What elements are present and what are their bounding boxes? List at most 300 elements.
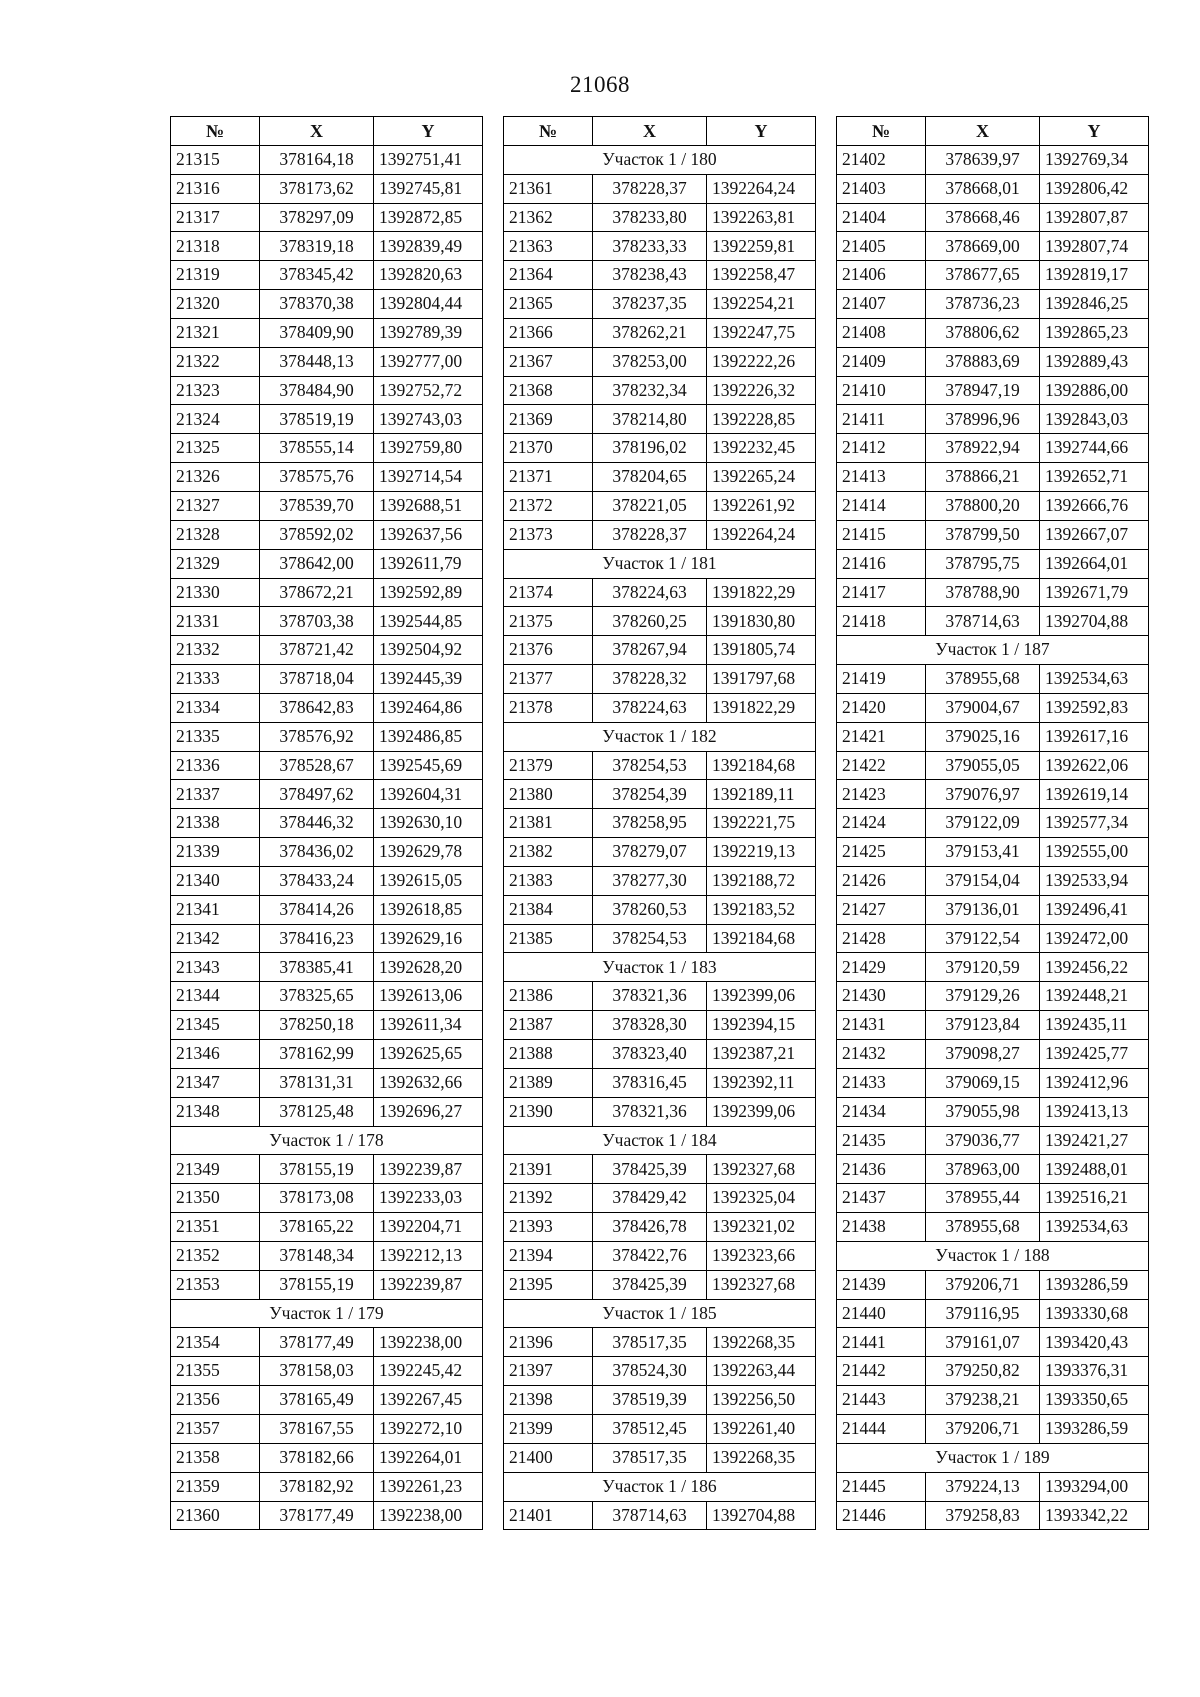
x-coordinate-cell: 378196,02	[593, 434, 707, 463]
table-row	[837, 549, 1149, 578]
section-title: Участок 1 / 184	[504, 1126, 816, 1155]
x-coordinate-cell: 378297,09	[260, 203, 374, 232]
point-number-cell: 21396	[504, 1328, 593, 1357]
y-coordinate-cell: 1392544,85	[374, 607, 483, 636]
point-number-cell: 21439	[837, 1270, 926, 1299]
table-row	[171, 549, 483, 578]
point-number-cell: 21379	[504, 751, 593, 780]
y-coordinate-cell: 1392846,25	[1040, 290, 1149, 319]
x-coordinate-cell: 378668,46	[926, 203, 1040, 232]
point-number-cell: 21326	[171, 463, 260, 492]
column-header-y: Y	[374, 117, 483, 146]
table-row	[837, 261, 1149, 290]
y-coordinate-cell: 1392239,87	[374, 1270, 483, 1299]
table-row	[171, 1414, 483, 1443]
x-coordinate-cell: 378238,43	[593, 261, 707, 290]
x-coordinate-cell: 379036,77	[926, 1126, 1040, 1155]
point-number-cell: 21345	[171, 1011, 260, 1040]
x-coordinate-cell: 378131,31	[260, 1068, 374, 1097]
point-number-cell: 21346	[171, 1040, 260, 1069]
point-number-cell: 21424	[837, 809, 926, 838]
table-row	[837, 347, 1149, 376]
section-title: Участок 1 / 186	[504, 1472, 816, 1501]
table-row	[171, 174, 483, 203]
table-row	[504, 520, 816, 549]
x-coordinate-cell: 378385,41	[260, 953, 374, 982]
point-number-cell: 21322	[171, 347, 260, 376]
y-coordinate-cell: 1392592,89	[374, 578, 483, 607]
table-row	[837, 693, 1149, 722]
column-header-number: №	[171, 117, 260, 146]
table-row	[171, 1270, 483, 1299]
x-coordinate-cell: 378173,62	[260, 174, 374, 203]
y-coordinate-cell: 1392183,52	[707, 895, 816, 924]
table-row	[504, 751, 816, 780]
y-coordinate-cell: 1392413,13	[1040, 1097, 1149, 1126]
x-coordinate-cell: 379161,07	[926, 1328, 1040, 1357]
x-coordinate-cell: 378446,32	[260, 809, 374, 838]
table-row	[504, 434, 816, 463]
y-coordinate-cell: 1392188,72	[707, 866, 816, 895]
table-row	[504, 780, 816, 809]
x-coordinate-cell: 378436,02	[260, 838, 374, 867]
point-number-cell: 21354	[171, 1328, 260, 1357]
section-title: Участок 1 / 189	[837, 1443, 1149, 1472]
y-coordinate-cell: 1392435,11	[1040, 1011, 1149, 1040]
y-coordinate-cell: 1392789,39	[374, 318, 483, 347]
y-coordinate-cell: 1392394,15	[707, 1011, 816, 1040]
y-coordinate-cell: 1392254,21	[707, 290, 816, 319]
x-coordinate-cell: 378736,23	[926, 290, 1040, 319]
table-row	[837, 751, 1149, 780]
x-coordinate-cell: 378277,30	[593, 866, 707, 895]
x-coordinate-cell: 378714,63	[593, 1501, 707, 1530]
table-row	[837, 1328, 1149, 1357]
table-row	[171, 347, 483, 376]
section-row	[504, 1472, 816, 1501]
point-number-cell: 21374	[504, 578, 593, 607]
point-number-cell: 21333	[171, 665, 260, 694]
x-coordinate-cell: 379076,97	[926, 780, 1040, 809]
y-coordinate-cell: 1393286,59	[1040, 1414, 1149, 1443]
point-number-cell: 21363	[504, 232, 593, 261]
column-header-x: X	[260, 117, 374, 146]
point-number-cell: 21410	[837, 376, 926, 405]
point-number-cell: 21401	[504, 1501, 593, 1530]
section-title: Участок 1 / 179	[171, 1299, 483, 1328]
section-row	[504, 1126, 816, 1155]
y-coordinate-cell: 1392611,34	[374, 1011, 483, 1040]
point-number-cell: 21394	[504, 1241, 593, 1270]
y-coordinate-cell: 1392488,01	[1040, 1155, 1149, 1184]
y-coordinate-cell: 1392664,01	[1040, 549, 1149, 578]
x-coordinate-cell: 378165,22	[260, 1213, 374, 1242]
table-row	[837, 924, 1149, 953]
y-coordinate-cell: 1392261,23	[374, 1472, 483, 1501]
x-coordinate-cell: 379153,41	[926, 838, 1040, 867]
y-coordinate-cell: 1392714,54	[374, 463, 483, 492]
table-row	[504, 174, 816, 203]
table-row	[171, 1472, 483, 1501]
table-row	[171, 693, 483, 722]
y-coordinate-cell: 1392865,23	[1040, 318, 1149, 347]
x-coordinate-cell: 378539,70	[260, 491, 374, 520]
y-coordinate-cell: 1392263,44	[707, 1357, 816, 1386]
point-number-cell: 21443	[837, 1386, 926, 1415]
table-row	[171, 1241, 483, 1270]
section-row	[504, 1299, 816, 1328]
table-row	[837, 491, 1149, 520]
y-coordinate-cell: 1392238,00	[374, 1328, 483, 1357]
x-coordinate-cell: 378922,94	[926, 434, 1040, 463]
x-coordinate-cell: 378425,39	[593, 1155, 707, 1184]
y-coordinate-cell: 1392184,68	[707, 751, 816, 780]
point-number-cell: 21413	[837, 463, 926, 492]
x-coordinate-cell: 378422,76	[593, 1241, 707, 1270]
y-coordinate-cell: 1392212,13	[374, 1241, 483, 1270]
point-number-cell: 21388	[504, 1040, 593, 1069]
y-coordinate-cell: 1392445,39	[374, 665, 483, 694]
y-coordinate-cell: 1392696,27	[374, 1097, 483, 1126]
point-number-cell: 21378	[504, 693, 593, 722]
x-coordinate-cell: 378955,44	[926, 1184, 1040, 1213]
y-coordinate-cell: 1392652,71	[1040, 463, 1149, 492]
x-coordinate-cell: 378221,05	[593, 491, 707, 520]
point-number-cell: 21316	[171, 174, 260, 203]
x-coordinate-cell: 378321,36	[593, 982, 707, 1011]
x-coordinate-cell: 378642,00	[260, 549, 374, 578]
point-number-cell: 21330	[171, 578, 260, 607]
point-number-cell: 21325	[171, 434, 260, 463]
table-row	[504, 607, 816, 636]
table-row	[837, 982, 1149, 1011]
table-body	[504, 145, 816, 1530]
x-coordinate-cell: 379069,15	[926, 1068, 1040, 1097]
table-row	[504, 347, 816, 376]
point-number-cell: 21357	[171, 1414, 260, 1443]
point-number-cell: 21367	[504, 347, 593, 376]
y-coordinate-cell: 1392327,68	[707, 1155, 816, 1184]
y-coordinate-cell: 1393420,43	[1040, 1328, 1149, 1357]
y-coordinate-cell: 1392872,85	[374, 203, 483, 232]
section-row	[504, 145, 816, 174]
table-row	[171, 491, 483, 520]
x-coordinate-cell: 378370,38	[260, 290, 374, 319]
x-coordinate-cell: 378177,49	[260, 1501, 374, 1530]
section-title: Участок 1 / 181	[504, 549, 816, 578]
y-coordinate-cell: 1392421,27	[1040, 1126, 1149, 1155]
point-number-cell: 21331	[171, 607, 260, 636]
point-number-cell: 21418	[837, 607, 926, 636]
y-coordinate-cell: 1392184,68	[707, 924, 816, 953]
table-row	[171, 434, 483, 463]
y-coordinate-cell: 1392820,63	[374, 261, 483, 290]
table-row	[504, 491, 816, 520]
point-number-cell: 21408	[837, 318, 926, 347]
x-coordinate-cell: 379206,71	[926, 1270, 1040, 1299]
table-row	[171, 1386, 483, 1415]
point-number-cell: 21336	[171, 751, 260, 780]
x-coordinate-cell: 378262,21	[593, 318, 707, 347]
table-row	[837, 174, 1149, 203]
table-row	[171, 607, 483, 636]
y-coordinate-cell: 1392613,06	[374, 982, 483, 1011]
x-coordinate-cell: 378224,63	[593, 578, 707, 607]
point-number-cell: 21329	[171, 549, 260, 578]
x-coordinate-cell: 378321,36	[593, 1097, 707, 1126]
point-number-cell: 21377	[504, 665, 593, 694]
point-number-cell: 21426	[837, 866, 926, 895]
y-coordinate-cell: 1392392,11	[707, 1068, 816, 1097]
point-number-cell: 21393	[504, 1213, 593, 1242]
y-coordinate-cell: 1392688,51	[374, 491, 483, 520]
table-row	[171, 1155, 483, 1184]
table-row	[171, 1443, 483, 1472]
y-coordinate-cell: 1392807,87	[1040, 203, 1149, 232]
point-number-cell: 21430	[837, 982, 926, 1011]
x-coordinate-cell: 378955,68	[926, 1213, 1040, 1242]
x-coordinate-cell: 378224,63	[593, 693, 707, 722]
x-coordinate-cell: 378429,42	[593, 1184, 707, 1213]
x-coordinate-cell: 378237,35	[593, 290, 707, 319]
table-row	[504, 1184, 816, 1213]
point-number-cell: 21406	[837, 261, 926, 290]
y-coordinate-cell: 1392261,92	[707, 491, 816, 520]
x-coordinate-cell: 378253,00	[593, 347, 707, 376]
y-coordinate-cell: 1392625,65	[374, 1040, 483, 1069]
point-number-cell: 21318	[171, 232, 260, 261]
point-number-cell: 21356	[171, 1386, 260, 1415]
y-coordinate-cell: 1392272,10	[374, 1414, 483, 1443]
table-row	[171, 578, 483, 607]
table-row	[837, 434, 1149, 463]
table-row	[504, 1328, 816, 1357]
point-number-cell: 21347	[171, 1068, 260, 1097]
x-coordinate-cell: 379238,21	[926, 1386, 1040, 1415]
x-coordinate-cell: 378254,53	[593, 924, 707, 953]
y-coordinate-cell: 1392226,32	[707, 376, 816, 405]
x-coordinate-cell: 378328,30	[593, 1011, 707, 1040]
y-coordinate-cell: 1392259,81	[707, 232, 816, 261]
x-coordinate-cell: 379025,16	[926, 722, 1040, 751]
point-number-cell: 21422	[837, 751, 926, 780]
table-row	[171, 665, 483, 694]
table-row	[171, 1501, 483, 1530]
table-row	[171, 1011, 483, 1040]
column-header-number: №	[504, 117, 593, 146]
x-coordinate-cell: 378996,96	[926, 405, 1040, 434]
x-coordinate-cell: 378426,78	[593, 1213, 707, 1242]
point-number-cell: 21339	[171, 838, 260, 867]
table-row	[837, 1299, 1149, 1328]
x-coordinate-cell: 378258,95	[593, 809, 707, 838]
point-number-cell: 21319	[171, 261, 260, 290]
section-title: Участок 1 / 183	[504, 953, 816, 982]
point-number-cell: 21362	[504, 203, 593, 232]
x-coordinate-cell: 378519,39	[593, 1386, 707, 1415]
table-row	[171, 145, 483, 174]
table-row	[171, 924, 483, 953]
y-coordinate-cell: 1392671,79	[1040, 578, 1149, 607]
point-number-cell: 21372	[504, 491, 593, 520]
point-number-cell: 21423	[837, 780, 926, 809]
y-coordinate-cell: 1392759,80	[374, 434, 483, 463]
x-coordinate-cell: 379116,95	[926, 1299, 1040, 1328]
y-coordinate-cell: 1392496,41	[1040, 895, 1149, 924]
x-coordinate-cell: 379055,05	[926, 751, 1040, 780]
table-row	[837, 1126, 1149, 1155]
x-coordinate-cell: 378260,25	[593, 607, 707, 636]
point-number-cell: 21412	[837, 434, 926, 463]
y-coordinate-cell: 1392268,35	[707, 1443, 816, 1472]
point-number-cell: 21386	[504, 982, 593, 1011]
y-coordinate-cell: 1392843,03	[1040, 405, 1149, 434]
point-number-cell: 21327	[171, 491, 260, 520]
y-coordinate-cell: 1393294,00	[1040, 1472, 1149, 1501]
point-number-cell: 21432	[837, 1040, 926, 1069]
table-header-row	[504, 117, 816, 146]
point-number-cell: 21360	[171, 1501, 260, 1530]
x-coordinate-cell: 378883,69	[926, 347, 1040, 376]
point-number-cell: 21395	[504, 1270, 593, 1299]
point-number-cell: 21383	[504, 866, 593, 895]
table-row	[837, 1068, 1149, 1097]
y-coordinate-cell: 1392704,88	[707, 1501, 816, 1530]
y-coordinate-cell: 1392456,22	[1040, 953, 1149, 982]
x-coordinate-cell: 379123,84	[926, 1011, 1040, 1040]
table-row	[171, 1040, 483, 1069]
x-coordinate-cell: 378800,20	[926, 491, 1040, 520]
point-number-cell: 21353	[171, 1270, 260, 1299]
table-row	[504, 1501, 816, 1530]
point-number-cell: 21324	[171, 405, 260, 434]
y-coordinate-cell: 1392268,35	[707, 1328, 816, 1357]
x-coordinate-cell: 378155,19	[260, 1155, 374, 1184]
x-coordinate-cell: 378519,19	[260, 405, 374, 434]
point-number-cell: 21382	[504, 838, 593, 867]
y-coordinate-cell: 1393286,59	[1040, 1270, 1149, 1299]
x-coordinate-cell: 378228,37	[593, 174, 707, 203]
y-coordinate-cell: 1392615,05	[374, 866, 483, 895]
point-number-cell: 21342	[171, 924, 260, 953]
table-row	[171, 1357, 483, 1386]
y-coordinate-cell: 1392806,42	[1040, 174, 1149, 203]
x-coordinate-cell: 378233,33	[593, 232, 707, 261]
x-coordinate-cell: 378233,80	[593, 203, 707, 232]
point-number-cell: 21351	[171, 1213, 260, 1242]
y-coordinate-cell: 1392219,13	[707, 838, 816, 867]
point-number-cell: 21370	[504, 434, 593, 463]
table-row	[171, 376, 483, 405]
table-row	[504, 1155, 816, 1184]
x-coordinate-cell: 378668,01	[926, 174, 1040, 203]
point-number-cell: 21387	[504, 1011, 593, 1040]
table-row	[504, 665, 816, 694]
x-coordinate-cell: 378267,94	[593, 636, 707, 665]
table-row	[171, 520, 483, 549]
point-number-cell: 21446	[837, 1501, 926, 1530]
table-row	[504, 838, 816, 867]
page-number: 21068	[570, 72, 630, 97]
table-header-row	[171, 117, 483, 146]
x-coordinate-cell: 378414,26	[260, 895, 374, 924]
y-coordinate-cell: 1392387,21	[707, 1040, 816, 1069]
y-coordinate-cell: 1392486,85	[374, 722, 483, 751]
x-coordinate-cell: 378955,68	[926, 665, 1040, 694]
y-coordinate-cell: 1392472,00	[1040, 924, 1149, 953]
table-row	[837, 232, 1149, 261]
point-number-cell: 21402	[837, 145, 926, 174]
table-row	[504, 866, 816, 895]
point-number-cell: 21380	[504, 780, 593, 809]
section-row	[837, 1241, 1149, 1270]
y-coordinate-cell: 1393376,31	[1040, 1357, 1149, 1386]
point-number-cell: 21405	[837, 232, 926, 261]
x-coordinate-cell: 378799,50	[926, 520, 1040, 549]
x-coordinate-cell: 379122,54	[926, 924, 1040, 953]
y-coordinate-cell: 1392516,21	[1040, 1184, 1149, 1213]
section-row	[837, 1443, 1149, 1472]
x-coordinate-cell: 378319,18	[260, 232, 374, 261]
x-coordinate-cell: 378718,04	[260, 665, 374, 694]
x-coordinate-cell: 378497,62	[260, 780, 374, 809]
y-coordinate-cell: 1392545,69	[374, 751, 483, 780]
section-row	[171, 1126, 483, 1155]
x-coordinate-cell: 378555,14	[260, 434, 374, 463]
point-number-cell: 21434	[837, 1097, 926, 1126]
x-coordinate-cell: 378677,65	[926, 261, 1040, 290]
point-number-cell: 21444	[837, 1414, 926, 1443]
y-coordinate-cell: 1392534,63	[1040, 665, 1149, 694]
y-coordinate-cell: 1392577,34	[1040, 809, 1149, 838]
section-title: Участок 1 / 180	[504, 145, 816, 174]
column-header-number: №	[837, 117, 926, 146]
point-number-cell: 21414	[837, 491, 926, 520]
point-number-cell: 21340	[171, 866, 260, 895]
table-row	[504, 203, 816, 232]
x-coordinate-cell: 378182,92	[260, 1472, 374, 1501]
table-row	[837, 1472, 1149, 1501]
y-coordinate-cell: 1392622,06	[1040, 751, 1149, 780]
x-coordinate-cell: 378642,83	[260, 693, 374, 722]
y-coordinate-cell: 1392667,07	[1040, 520, 1149, 549]
x-coordinate-cell: 378254,39	[593, 780, 707, 809]
table-row	[171, 636, 483, 665]
table-row	[504, 1270, 816, 1299]
y-coordinate-cell: 1392629,78	[374, 838, 483, 867]
x-coordinate-cell: 378806,62	[926, 318, 1040, 347]
coordinates-table-middle	[503, 116, 816, 1530]
y-coordinate-cell: 1392247,75	[707, 318, 816, 347]
y-coordinate-cell: 1392264,24	[707, 174, 816, 203]
point-number-cell: 21420	[837, 693, 926, 722]
y-coordinate-cell: 1392222,26	[707, 347, 816, 376]
x-coordinate-cell: 378228,32	[593, 665, 707, 694]
x-coordinate-cell: 378250,18	[260, 1011, 374, 1040]
point-number-cell: 21438	[837, 1213, 926, 1242]
x-coordinate-cell: 378155,19	[260, 1270, 374, 1299]
table-row	[171, 722, 483, 751]
y-coordinate-cell: 1392666,76	[1040, 491, 1149, 520]
x-coordinate-cell: 378592,02	[260, 520, 374, 549]
table-row	[504, 232, 816, 261]
x-coordinate-cell: 378165,49	[260, 1386, 374, 1415]
x-coordinate-cell: 379258,83	[926, 1501, 1040, 1530]
x-coordinate-cell: 379224,13	[926, 1472, 1040, 1501]
table-row	[504, 1386, 816, 1415]
x-coordinate-cell: 378669,00	[926, 232, 1040, 261]
table-row	[504, 1357, 816, 1386]
